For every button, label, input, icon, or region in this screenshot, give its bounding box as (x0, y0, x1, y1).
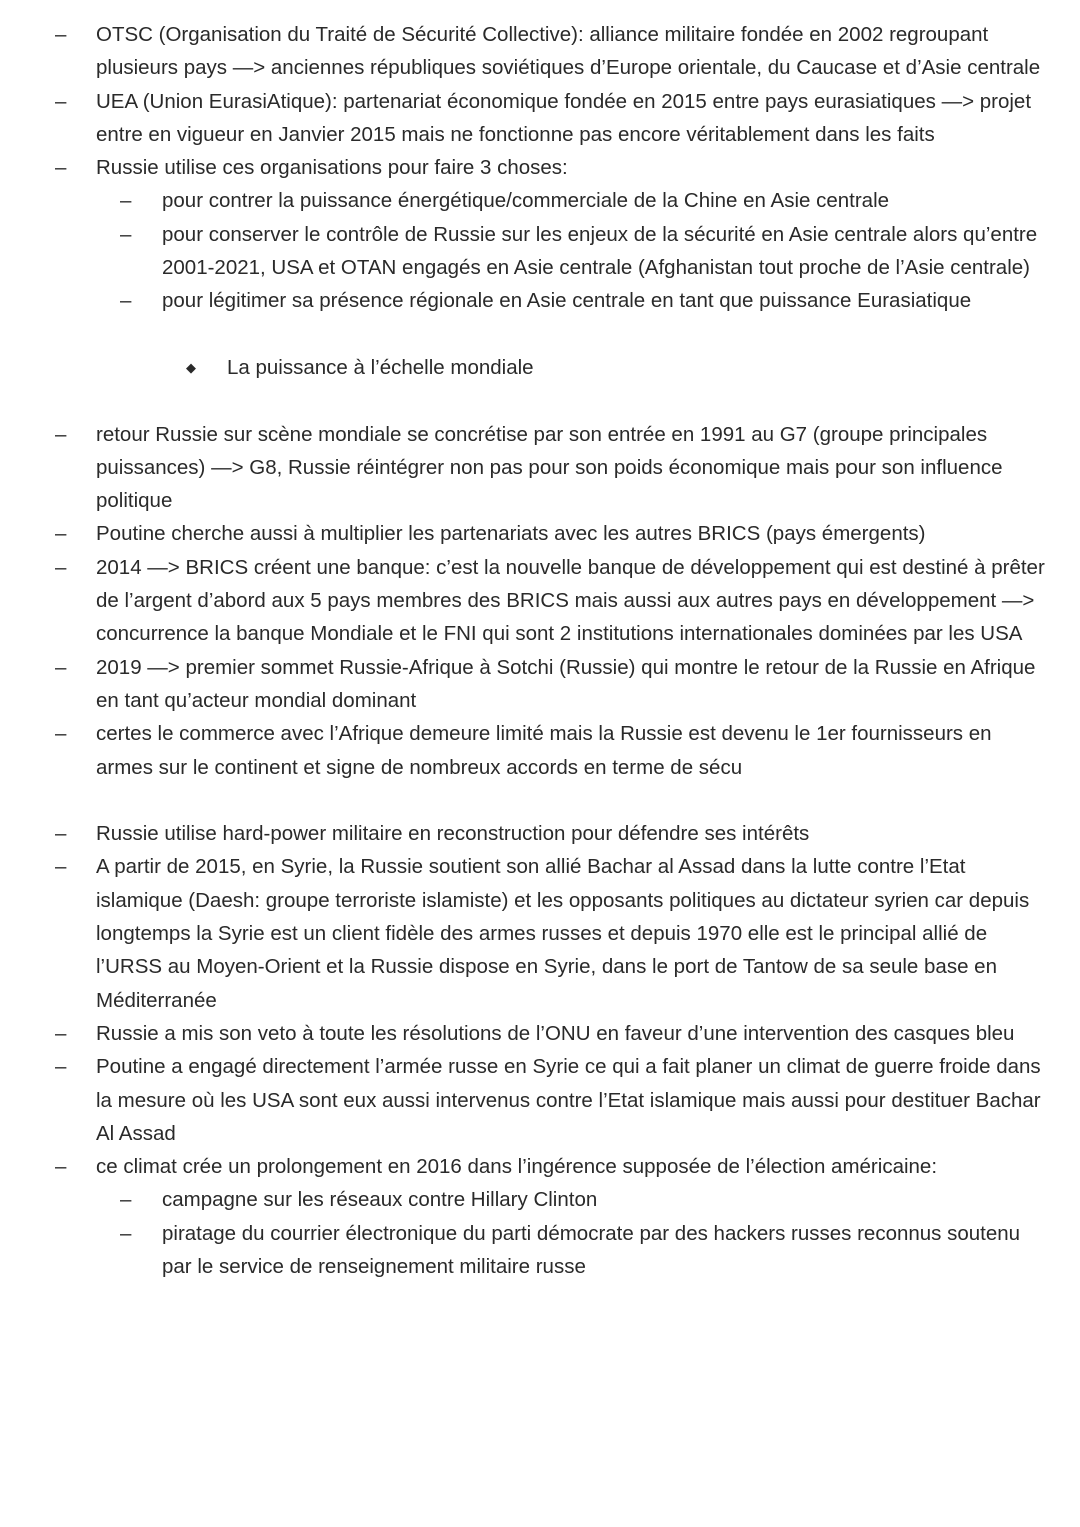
list-item-text: 2014 —> BRICS créent une banque: c’est la nouvelle banque de développement qui est destiné à prêter de l’argent d’abord aux 5 pays membres des BRICS mais aussi aux autres pays en développement —> concurrence la banque Mondiale et le FNI qui sont 2 institutions internationales dominées par les USA (96, 555, 1045, 646)
sub-list-item-text: pour conserver le contrôle de Russie sur les enjeux de la sécurité en Asie centrale alors qu’entre 2001-2021, USA et OTAN engagés en Asie centrale (Afghanistan tout proche de l’Asie centrale) (162, 222, 1038, 280)
dash-bullet: – (55, 422, 67, 446)
list-item (0, 850, 1080, 1016)
dash-bullet: – (55, 1021, 67, 1045)
dash-bullet: – (120, 1188, 132, 1212)
sub-list-item-text: campagne sur les réseaux contre Hillary Clinton (162, 1188, 598, 1212)
dash-bullet: – (55, 1055, 67, 1079)
list-item-text: Russie utilise ces organisations pour faire 3 choses: (96, 156, 568, 180)
list-item-uea (0, 85, 1080, 152)
list-item-russie-organisations (0, 151, 1080, 184)
sub-list-item-text: pour contrer la puissance énergétique/commerciale de la Chine en Asie centrale (162, 189, 890, 213)
blank-line (0, 384, 1080, 417)
dash-bullet: – (55, 1155, 67, 1179)
list-item-text: Poutine cherche aussi à multiplier les partenariats avec les autres BRICS (pays émergents) (96, 522, 926, 546)
sub-list-item (0, 218, 1080, 285)
list-item-text: 2019 —> premier sommet Russie-Afrique à Sotchi (Russie) qui montre le retour de la Russie en Afrique en tant qu’acteur mondial dominant (96, 655, 1036, 712)
list-item-text: retour Russie sur scène mondiale se concrétise par son entrée en 1991 au G7 (groupe principales puissances) —> G8, Russie réintégrer non pas pour son poids économique mais pour son influence politique (96, 422, 1003, 513)
dash-bullet: – (55, 89, 67, 113)
dash-bullet: – (55, 822, 67, 846)
dash-bullet: – (55, 722, 67, 746)
list-item-text: ce climat crée un prolongement en 2016 dans l’ingérence supposée de l’élection américaine: (96, 1155, 938, 1179)
list-item (0, 1150, 1080, 1183)
sub-list-item-text: pour légitimer sa présence régionale en Asie centrale en tant que puissance Eurasiatique (162, 289, 972, 313)
sub-list-item (0, 1217, 1080, 1284)
dash-bullet: – (55, 156, 67, 180)
list-item-text: Russie utilise hard-power militaire en reconstruction pour défendre ses intérêts (96, 822, 810, 846)
dash-bullet: – (55, 655, 67, 679)
dash-bullet: – (120, 1221, 132, 1245)
blank-line (0, 318, 1080, 351)
dash-bullet: – (120, 189, 132, 213)
list-item-text: Poutine a engagé directement l’armée russe en Syrie ce qui a fait planer un climat de guerre froide dans la mesure où les USA sont eux aussi intervenus contre l’Etat islamique mais aussi pour destituer Bachar Al Assad (96, 1055, 1041, 1145)
list-item-text: OTSC (Organisation du Traité de Sécurité Collective): alliance militaire fondée en 2002 regroupant plusieurs pays —> anciennes républiques soviétiques d’Europe orientale, du Caucase et d’Asie centrale (96, 23, 1041, 80)
dash-bullet: – (55, 23, 67, 46)
list-item (0, 817, 1080, 850)
sub-list-item (0, 184, 1080, 217)
sub-list-item (0, 284, 1080, 317)
sub-list-item (0, 1183, 1080, 1216)
list-item-text: Russie a mis son veto à toute les résolutions de l’ONU en faveur d’une intervention des casques bleu (96, 1021, 1015, 1045)
list-item-text: A partir de 2015, en Syrie, la Russie soutient son allié Bachar al Assad dans la lutte contre l’Etat islamique (Daesh: groupe terroriste islamiste) et les opposants politiques au dictateur syrien car depuis longtemps la Syrie est un client fidèle des armes russes et depuis 1970 elle est le principal allié de l’URSS au Moyen-Orient et la Russie dispose en Syrie, dans le port de Tantow de sa seule base en Méditerranée (96, 855, 1030, 1012)
section-heading-text: La puissance à l’échelle mondiale (227, 355, 534, 379)
dash-bullet: – (55, 855, 67, 879)
document-body (0, 18, 1080, 1283)
list-item (0, 551, 1080, 651)
diamond-bullet-icon: ◆ (186, 359, 196, 375)
list-item (0, 651, 1080, 718)
dash-bullet: – (55, 555, 67, 579)
sub-list-item-text: piratage du courrier électronique du parti démocrate par des hackers russes reconnus soutenu par le service de renseignement militaire russe (162, 1221, 1021, 1278)
list-item (0, 517, 1080, 550)
list-item (0, 418, 1080, 518)
list-item (0, 1050, 1080, 1150)
list-item-otsc (0, 18, 1080, 85)
list-item (0, 717, 1080, 784)
list-item-text: UEA (Union EurasiAtique): partenariat économique fondée en 2015 entre pays eurasiatiques —> projet entre en vigueur en Janvier 2015 mais ne fonctionne pas encore véritablement dans les faits (96, 89, 1032, 146)
list-item (0, 1017, 1080, 1050)
blank-line (0, 784, 1080, 817)
dash-bullet: – (120, 289, 132, 313)
section-heading (0, 351, 1080, 384)
dash-bullet: – (55, 522, 67, 546)
list-item-text: certes le commerce avec l’Afrique demeure limité mais la Russie est devenu le 1er fournisseurs en armes sur le continent et signe de nombreux accords en terme de sécu (96, 722, 992, 779)
dash-bullet: – (120, 222, 132, 246)
